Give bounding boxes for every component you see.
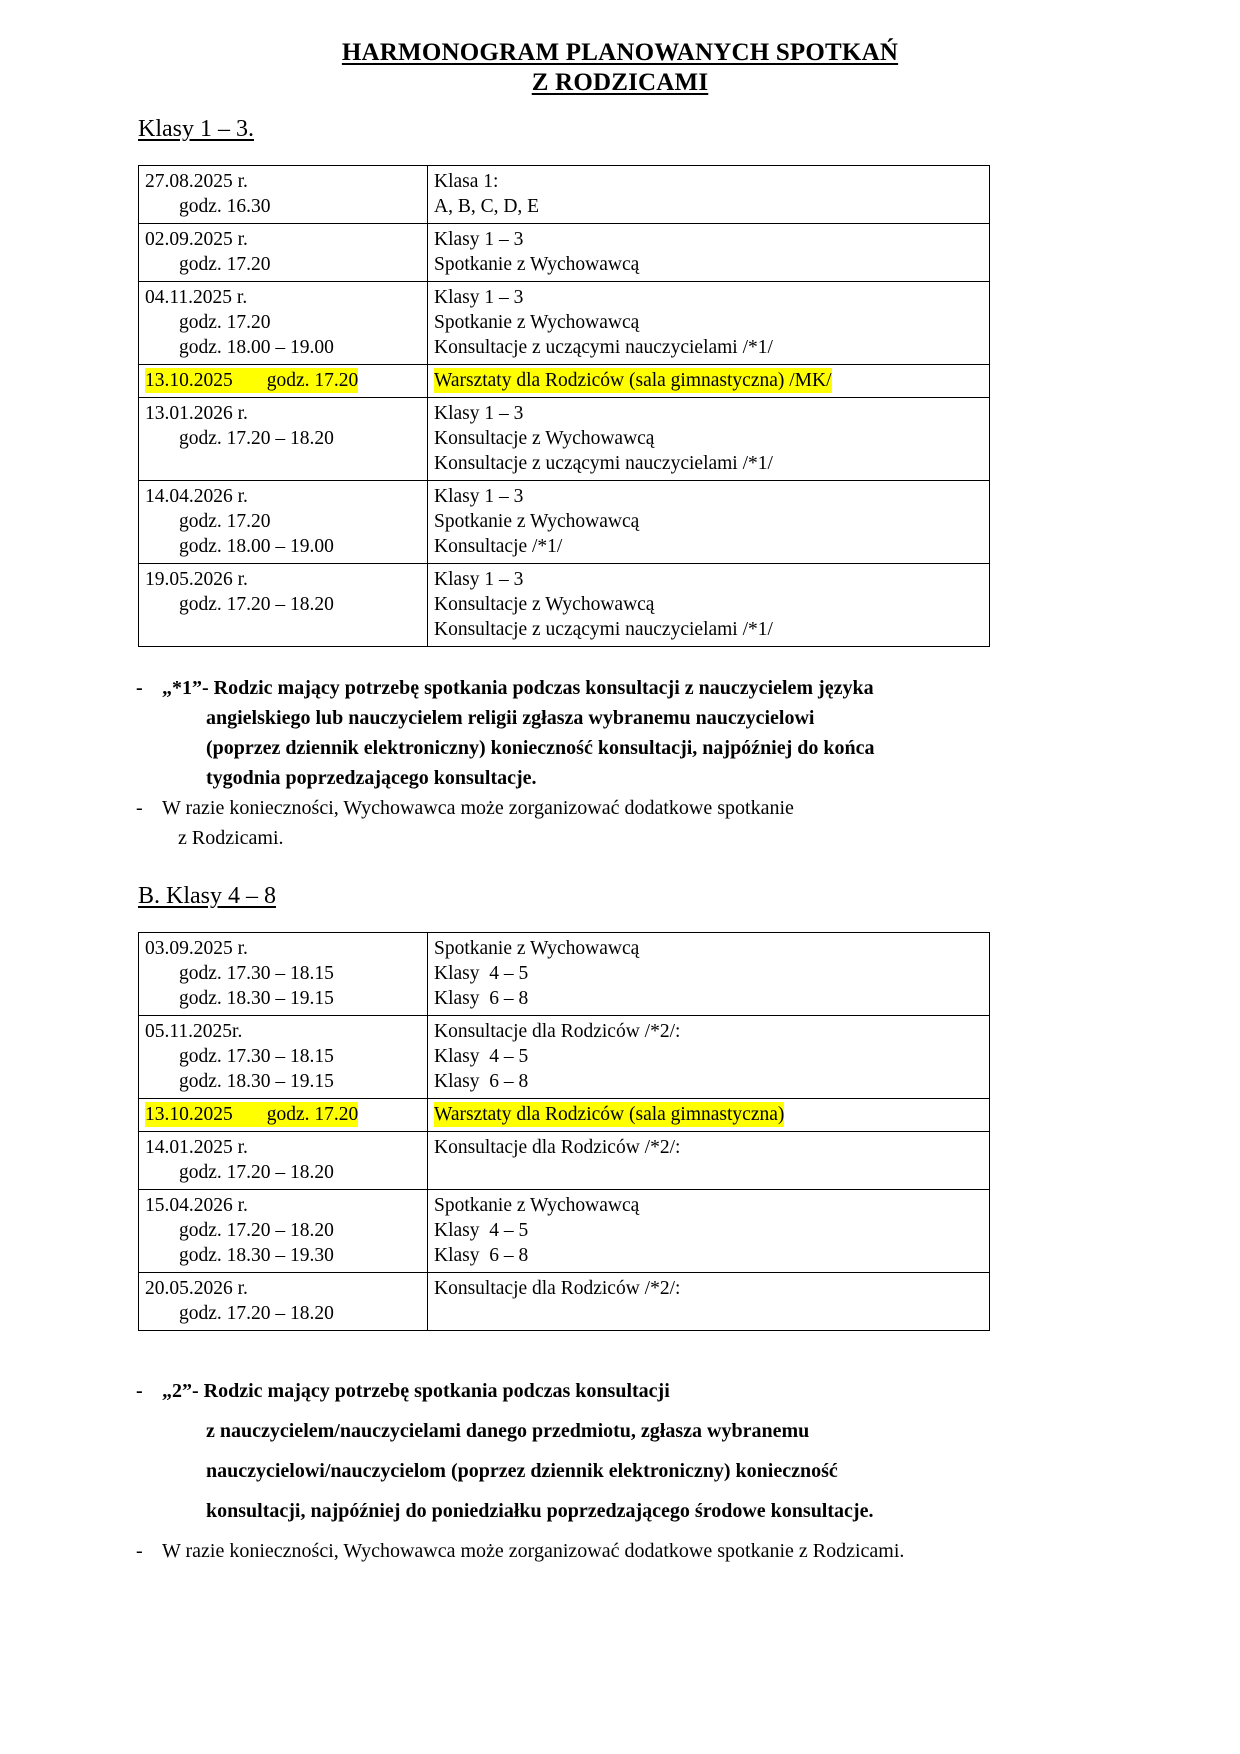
schedule-detail-cell (428, 365, 990, 398)
note-text-line: angielskiego lub nauczycielem religii zgłasza wybranemu nauczycielowi (206, 707, 815, 729)
schedule-detail-line: Klasy 6 – 8 (434, 1071, 529, 1092)
schedule-detail-cell (428, 282, 990, 365)
note-bullet-dash: - (136, 677, 143, 699)
schedule-detail-line: Konsultacje /*1/ (434, 536, 563, 557)
schedule-date-line: godz. 18.00 – 19.00 (179, 536, 334, 557)
schedule-detail-line: Spotkanie z Wychowawcą (434, 938, 640, 959)
schedule-detail-line: Klasy 4 – 5 (434, 963, 529, 984)
note-item (136, 673, 1144, 793)
page-title-line-1: HARMONOGRAM PLANOWANYCH SPOTKAŃ (341, 39, 899, 66)
schedule-detail-line: Spotkanie z Wychowawcą (434, 312, 640, 333)
schedule-date-cell (139, 224, 428, 282)
note-bullet-dash: - (136, 1380, 143, 1402)
schedule-date-line: 13.01.2026 r. (145, 403, 248, 424)
table-row (139, 481, 990, 564)
note-text-line: (poprzez dziennik elektroniczny) konieczność konsultacji, najpóźniej do końca (206, 737, 875, 759)
schedule-detail-cell (428, 564, 990, 647)
schedule-detail-line: Klasy 6 – 8 (434, 1245, 529, 1266)
schedule-detail-cell (428, 1273, 990, 1331)
table-row (139, 1016, 990, 1099)
schedule-detail-line: Klasy 4 – 5 (434, 1046, 529, 1067)
schedule-detail-line: A, B, C, D, E (434, 196, 540, 217)
note-text-line: W razie konieczności, Wychowawca może zorganizować dodatkowe spotkanie z Rodzicami. (162, 1540, 905, 1562)
schedule-date-line: 14.01.2025 r. (145, 1137, 248, 1158)
schedule-table-body-a (139, 166, 990, 647)
table-row (139, 166, 990, 224)
schedule-date-line: 13.10.2025 (145, 1104, 233, 1125)
schedule-date-line: 15.04.2026 r. (145, 1195, 248, 1216)
schedule-date-cell (139, 365, 428, 398)
schedule-date-line: godz. 17.20 – 18.20 (179, 428, 334, 449)
note-item (136, 793, 1144, 853)
schedule-date-cell (139, 481, 428, 564)
schedule-date-line: godz. 17.20 – 18.20 (179, 1220, 334, 1241)
schedule-date-cell (139, 1273, 428, 1331)
schedule-detail-line: Klasy 1 – 3 (434, 229, 524, 250)
schedule-detail-cell (428, 481, 990, 564)
schedule-detail-line: Konsultacje z uczącymi nauczycielami /*1/ (434, 453, 773, 474)
table-row (139, 282, 990, 365)
schedule-detail-cell (428, 224, 990, 282)
schedule-date-line: godz. 18.00 – 19.00 (179, 337, 334, 358)
note-item (136, 1371, 1144, 1531)
table-row (139, 1132, 990, 1190)
schedule-date-line: godz. 17.30 – 18.15 (179, 963, 334, 984)
schedule-date-line: godz. 17.20 (233, 368, 359, 393)
schedule-detail-cell (428, 1132, 990, 1190)
notes-section-a (136, 673, 1144, 853)
table-row (139, 1099, 990, 1132)
table-row (139, 933, 990, 1016)
schedule-date-cell (139, 166, 428, 224)
note-item (136, 1531, 1144, 1571)
schedule-date-line: godz. 17.20 – 18.20 (179, 1303, 334, 1324)
section-b-heading: B. Klasy 4 – 8 (138, 883, 276, 909)
schedule-date-line: 04.11.2025 r. (145, 287, 248, 308)
section-a-heading: Klasy 1 – 3. (138, 116, 254, 142)
note-text-line: z nauczycielem/nauczycielami danego przedmiotu, zgłasza wybranemu (206, 1420, 810, 1442)
schedule-date-cell (139, 933, 428, 1016)
note-text-line: „2”- Rodzic mający potrzebę spotkania podczas konsultacji (162, 1380, 670, 1402)
schedule-detail-line: Klasy 1 – 3 (434, 403, 524, 424)
schedule-date-line: 27.08.2025 r. (145, 171, 248, 192)
schedule-detail-line: Warsztaty dla Rodziców (sala gimnastyczna) (434, 1104, 785, 1125)
schedule-detail-line: Klasy 1 – 3 (434, 287, 524, 308)
note-text-line: z Rodzicami. (178, 827, 284, 849)
page-title-line-2: Z RODZICAMI (531, 69, 709, 96)
schedule-detail-line: Spotkanie z Wychowawcą (434, 254, 640, 275)
schedule-detail-cell (428, 1190, 990, 1273)
schedule-date-line: godz. 18.30 – 19.30 (179, 1245, 334, 1266)
schedule-date-line: godz. 17.20 (179, 312, 271, 333)
note-text (162, 1531, 1144, 1571)
note-text-line: nauczycielowi/nauczycielom (poprzez dziennik elektroniczny) konieczność (206, 1460, 838, 1482)
schedule-date-line: 05.11.2025r. (145, 1021, 243, 1042)
schedule-date-line: godz. 18.30 – 19.15 (179, 1071, 334, 1092)
note-text-line: konsultacji, najpóźniej do poniedziałku poprzedzającego środowe konsultacje. (206, 1500, 874, 1522)
note-bullet-dash: - (136, 797, 143, 819)
schedule-date-line: godz. 16.30 (179, 196, 271, 217)
schedule-date-line: godz. 17.20 (179, 254, 271, 275)
schedule-date-cell (139, 1016, 428, 1099)
page-title (96, 38, 1144, 98)
schedule-date-cell (139, 282, 428, 365)
schedule-date-line: godz. 18.30 – 19.15 (179, 988, 334, 1009)
schedule-date-line: godz. 17.30 – 18.15 (179, 1046, 334, 1067)
table-row (139, 1190, 990, 1273)
schedule-detail-cell (428, 166, 990, 224)
note-text (162, 1371, 1144, 1531)
schedule-date-cell (139, 564, 428, 647)
schedule-date-line: 14.04.2026 r. (145, 486, 248, 507)
notes-section-b (136, 1371, 1144, 1571)
schedule-detail-line: Klasy 1 – 3 (434, 569, 524, 590)
note-text-line: tygodnia poprzedzającego konsultacje. (206, 767, 537, 789)
schedule-detail-cell (428, 933, 990, 1016)
schedule-table-classes-1-3 (138, 165, 990, 647)
schedule-detail-line: Konsultacje dla Rodziców /*2/: (434, 1021, 681, 1042)
schedule-detail-line: Konsultacje z uczącymi nauczycielami /*1/ (434, 619, 773, 640)
schedule-date-cell (139, 1132, 428, 1190)
table-row (139, 564, 990, 647)
schedule-detail-line: Konsultacje z uczącymi nauczycielami /*1/ (434, 337, 773, 358)
schedule-detail-line: Konsultacje dla Rodziców /*2/: (434, 1278, 681, 1299)
schedule-table-classes-4-8 (138, 932, 990, 1331)
schedule-detail-line: Konsultacje z Wychowawcą (434, 428, 655, 449)
note-text-line: „*1”- Rodzic mający potrzebę spotkania podczas konsultacji z nauczycielem języka (162, 677, 874, 699)
schedule-date-line: 13.10.2025 (145, 370, 233, 391)
schedule-detail-line: Konsultacje z Wychowawcą (434, 594, 655, 615)
schedule-detail-cell (428, 398, 990, 481)
schedule-date-line: 03.09.2025 r. (145, 938, 248, 959)
schedule-detail-line: Klasa 1: (434, 171, 499, 192)
schedule-date-line: 19.05.2026 r. (145, 569, 248, 590)
schedule-date-cell (139, 1099, 428, 1132)
note-bullet-dash: - (136, 1540, 143, 1562)
note-text (162, 793, 1144, 853)
schedule-date-line: godz. 17.20 (179, 511, 271, 532)
section-a-heading-wrap (96, 98, 1144, 143)
schedule-detail-line: Klasy 6 – 8 (434, 988, 529, 1009)
note-text (162, 673, 1144, 793)
note-text-line: W razie konieczności, Wychowawca może zorganizować dodatkowe spotkanie (162, 797, 794, 819)
schedule-date-line: 02.09.2025 r. (145, 229, 248, 250)
schedule-date-line: godz. 17.20 – 18.20 (179, 1162, 334, 1183)
schedule-detail-line: Klasy 1 – 3 (434, 486, 524, 507)
table-row (139, 224, 990, 282)
schedule-detail-line: Spotkanie z Wychowawcą (434, 1195, 640, 1216)
schedule-date-line: 20.05.2026 r. (145, 1278, 248, 1299)
schedule-table-body-b (139, 933, 990, 1331)
schedule-date-line: godz. 17.20 (233, 1102, 359, 1127)
table-row (139, 1273, 990, 1331)
schedule-detail-line: Konsultacje dla Rodziców /*2/: (434, 1137, 681, 1158)
section-b-heading-wrap (96, 853, 1144, 910)
schedule-detail-line: Warsztaty dla Rodziców (sala gimnastyczna) /MK/ (434, 370, 832, 391)
schedule-detail-cell (428, 1099, 990, 1132)
schedule-detail-cell (428, 1016, 990, 1099)
table-row (139, 365, 990, 398)
schedule-date-cell (139, 1190, 428, 1273)
schedule-detail-line: Spotkanie z Wychowawcą (434, 511, 640, 532)
schedule-detail-line: Klasy 4 – 5 (434, 1220, 529, 1241)
schedule-date-cell (139, 398, 428, 481)
schedule-date-line: godz. 17.20 – 18.20 (179, 594, 334, 615)
table-row (139, 398, 990, 481)
